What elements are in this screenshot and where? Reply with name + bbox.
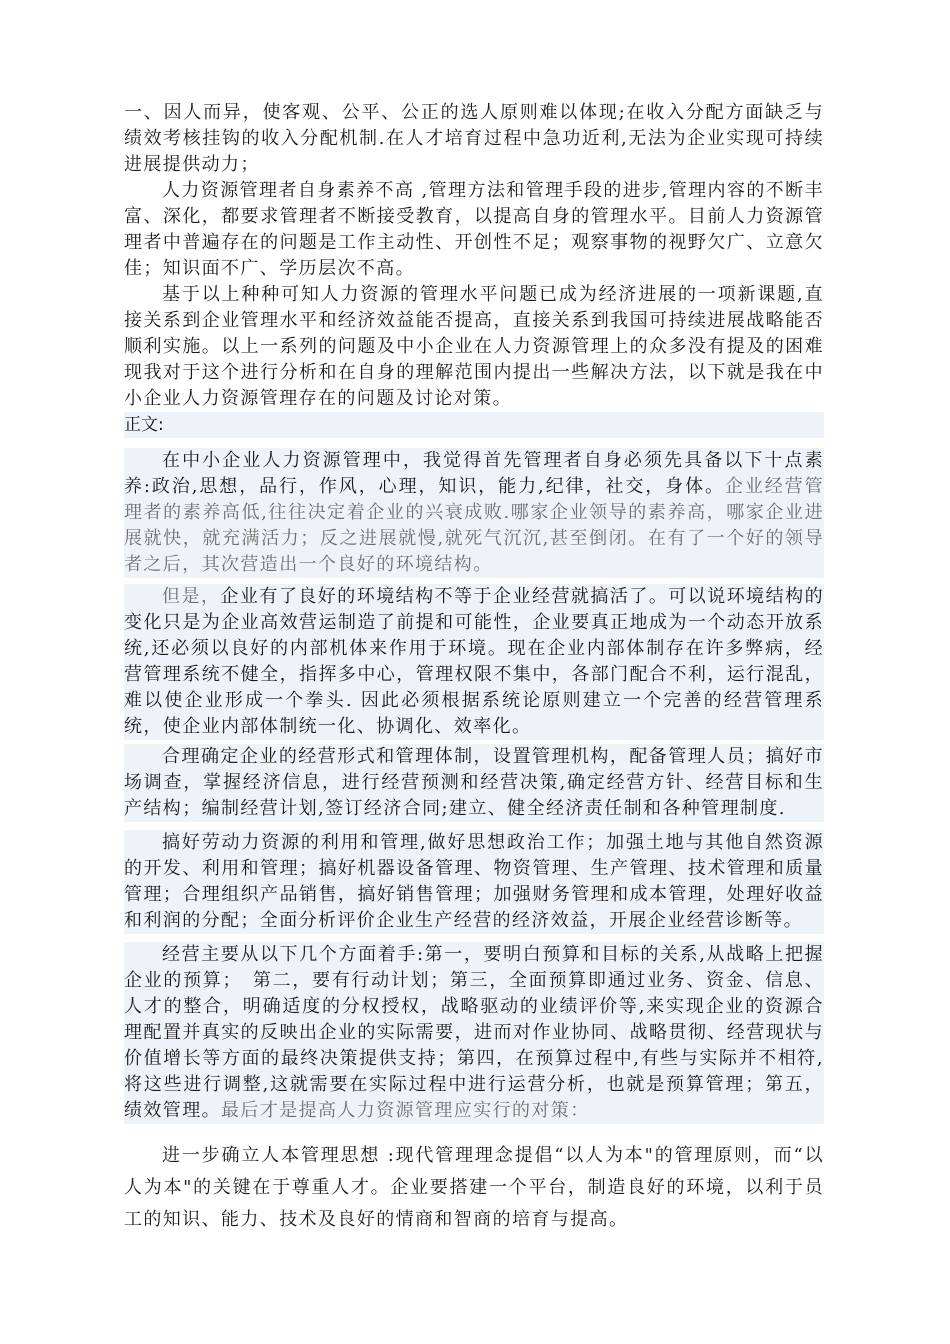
intro-paragraph-1: 一、因人而异，使客观、公平、公正的选人原则难以体现;在收入分配方面缺乏与绩效考核挂钩的收入分配机制.在人才培育过程中急功近利,无法为企业实现可持续进展提供动力； — [124, 102, 824, 175]
body-paragraph-labor-resources: 搞好劳动力资源的利用和管理,做好思想政治工作；加强土地与其他自然资源的开发、利用和管理；搞好机器设备管理、物资管理、生产管理、技术管理和质量管理；合理组织产品销售，搞好销售管理；加强财务管理和成本管理，处理好收益和利润的分配；全面分析评价企业生产经营的经济效益，开展企业经营诊断等。 — [124, 830, 824, 934]
body-paragraph-management-form: 合理确定企业的经营形式和管理体制，设置管理机构，配备管理人员；搞好市场调查，掌握经济信息，进行经营预测和经营决策,确定经营方针、经营目标和生产结构；编制经营计划,签订经济合同;建立、健全经济责任制和各种管理制度. — [124, 744, 824, 822]
body-paragraph-environment — [124, 584, 824, 740]
body-paragraph-qualities — [124, 448, 824, 578]
environment-text: 企业有了良好的环境结构不等于企业经营就搞活了。可以说环境结构的变化只是为企业高效营运制造了前提和可能性，企业要真正地成为一个动态开放系统,还必须以良好的内部机体来作用于环境。现在企业内部体制存在许多弊病，经营管理系统不健全，指挥多中心，管理权限不集中，各部门配合不利，运行混乱，难以使企业形成一个拳头. 因此必须根据系统论原则建立一个完善的经营管理系统，使企业内部体制统一化、协调化、效率化。 — [124, 586, 824, 737]
but-text: 但是， — [162, 586, 221, 607]
body-paragraph-people-oriented: 进一步确立人本管理思想 :现代管理理念提倡“以人为本"的管理原则，而“以人为本"的关键在于尊重人才。企业要搭建一个平台，制造良好的环境，以利于员工的知识、能力、技术及良好的情商和智商的培育与提高。 — [124, 1145, 824, 1230]
qualities-text: 在中小企业人力资源管理中，我觉得首先管理者自身必须先具备以下十点素养:政治,思想，品行，作风，心理，知识，能力,纪律，社交，身体。 — [124, 450, 824, 497]
operations-gray-text: 最后才是提高人力资源管理应实行的对策： — [221, 1100, 590, 1121]
body-paragraph-operations — [124, 942, 824, 1124]
intro-paragraph-2: 人力资源管理者自身素养不高 ,管理方法和管理手段的进步,管理内容的不断丰富、深化，都要求管理者不断接受教育，以提高自身的管理水平。目前人力资源管理者中普遍存在的问题是工作主动性、开创性不足；观察事物的视野欠广、立意欠佳；知识面不广、学历层次不高。 — [124, 180, 824, 279]
operations-text: 经营主要从以下几个方面着手:第一，要明白预算和目标的关系,从战略上把握企业的预算； 第二，要有行动计划；第三，全面预算即通过业务、资金、信息、人才的整合，明确适度的分权授权，战略驱动的业绩评价等,来实现企业的资源合理配置并真实的反映出企业的实际需要，进而对作业协同、战略贯彻、经营现状与价值增长等方面的最终决策提供支持；第四，在预算过程中,有些与实际并不相符,将这些进行调整,这就需要在实际过程中进行运营分析，也就是预算管理；第五，绩效管理。 — [124, 944, 824, 1121]
intro-paragraph-3: 基于以上种种可知人力资源的管理水平问题已成为经济进展的一项新课题,直接关系到企业管理水平和经济效益能否提高，直接关系到我国可持续进展战略能否顺利实施。以上一系列的问题及中小企业在人力资源管理上的众多没有提及的困难现我对于这个进行分析和在自身的理解范围内提出一些解决方法，以下就是我在中小企业人力资源管理存在的问题及讨论对策。 — [124, 284, 824, 409]
section-heading: 正文: — [124, 412, 824, 438]
qualities-gray-text: 企业经营管理者的素养高低,往往决定着企业的兴衰成败.哪家企业领导的素养高，哪家企业进展就快，就充满活力；反之进展就慢,就死气沉沉,甚至倒闭。在有了一个好的领导者之后，其次营造出一个良好的环境结构。 — [124, 476, 824, 575]
